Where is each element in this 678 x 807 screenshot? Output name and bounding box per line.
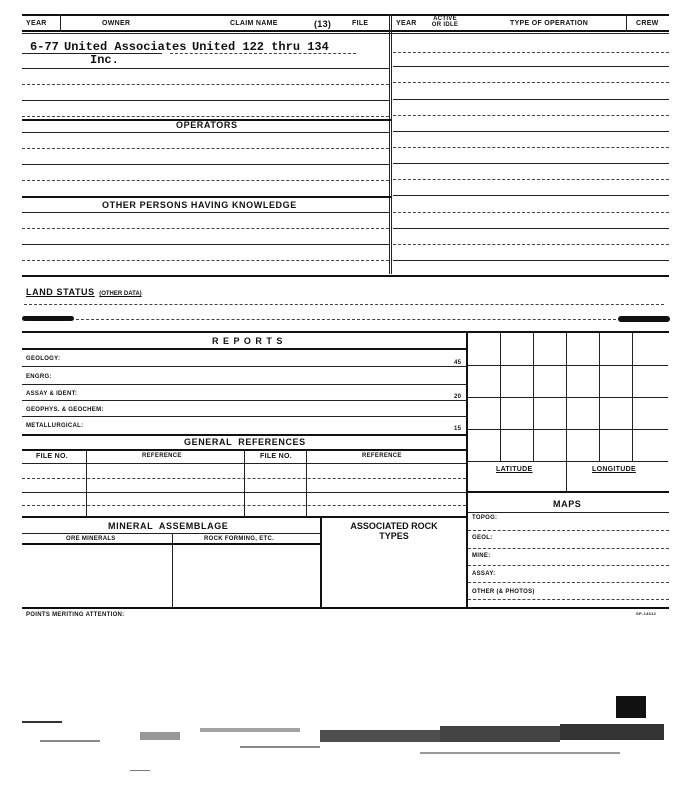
latitude-label: LATITUDE <box>496 466 533 473</box>
header-crew: CREW <box>636 20 659 27</box>
header-year-2: YEAR <box>396 20 417 27</box>
header-file: FILE <box>352 20 369 27</box>
longitude-label: LONGITUDE <box>592 466 636 473</box>
report-assay: ASSAY & IDENT: <box>26 391 78 397</box>
entry-year: 6-77 <box>30 40 59 54</box>
report-geology: GEOLOGY: <box>26 356 61 362</box>
land-status-heading <box>26 282 142 300</box>
maps-topog: TOPOG: <box>472 515 498 521</box>
report-geology-num: 45 <box>454 360 462 366</box>
gr-col-file-no-2: FILE NO. <box>260 453 292 460</box>
report-assay-num: 20 <box>454 394 462 400</box>
points-meriting-attention: POINTS MERITING ATTENTION: <box>26 612 125 618</box>
header-type-of-operation: TYPE OF OPERATION <box>510 20 589 27</box>
report-metallurgical: METALLURGICAL: <box>26 423 84 429</box>
maps-assay: ASSAY: <box>472 571 496 577</box>
maps-other: OTHER (& PHOTOS) <box>472 589 535 595</box>
report-metallurgical-num: 15 <box>454 426 462 432</box>
rock-forming-col: ROCK FORMING, ETC. <box>204 536 275 542</box>
entry-owner-line-2: Inc. <box>90 53 119 67</box>
entry-claim-name: United 122 thru 134 <box>192 40 329 54</box>
form-number: SP-14612 <box>636 611 657 616</box>
header-owner: OWNER <box>102 20 131 27</box>
maps-geol: GEOL: <box>472 535 493 541</box>
associated-rock-types-heading: ASSOCIATED ROCK TYPES <box>350 521 438 541</box>
scan-noise <box>0 690 678 780</box>
corner-blot <box>616 696 646 718</box>
report-engrg: ENGRG: <box>26 374 52 380</box>
entry-owner-line-1: United Associates <box>64 40 187 54</box>
report-geophys: GEOPHYS. & GEOCHEM: <box>26 407 104 413</box>
gr-col-file-no: FILE NO. <box>36 453 68 460</box>
maps-heading: MAPS <box>553 499 582 509</box>
general-references-heading: GENERAL REFERENCES <box>184 437 306 447</box>
ore-minerals-col: ORE MINERALS <box>66 536 116 542</box>
land-status-sub: (OTHER DATA) <box>99 291 142 297</box>
gr-col-reference: REFERENCE <box>142 453 182 459</box>
other-persons-heading: OTHER PERSONS HAVING KNOWLEDGE <box>102 200 297 210</box>
operators-heading: OPERATORS <box>176 120 238 130</box>
header-year: YEAR <box>26 20 47 27</box>
mineral-assemblage-heading: MINERAL ASSEMBLAGE <box>108 521 229 531</box>
header-claim-name: CLAIM NAME <box>230 20 278 27</box>
header-active-idle: ACTIVE OR IDLE <box>431 16 459 28</box>
reports-heading: R E P O R T S <box>212 336 284 346</box>
maps-mine: MINE: <box>472 553 491 559</box>
header-claim-count: (13) <box>314 19 332 29</box>
gr-col-reference-2: REFERENCE <box>362 453 402 459</box>
land-status-label: LAND STATUS <box>26 287 95 297</box>
